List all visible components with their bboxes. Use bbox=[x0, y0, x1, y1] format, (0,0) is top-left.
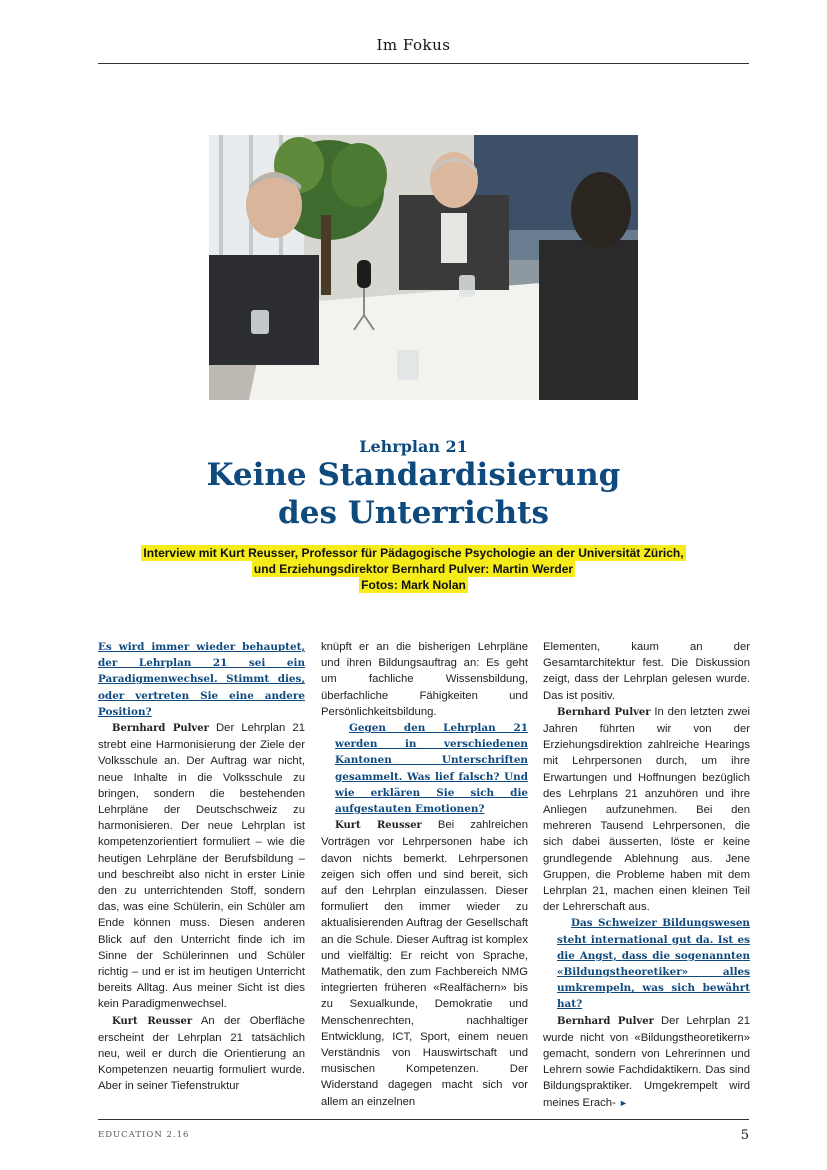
speaker-name: Kurt Reusser bbox=[112, 1015, 193, 1027]
interview-question: Es wird immer wieder behauptet, der Lehrplan 21 sei ein Paradigmenwechsel. Stimmt dies, oder vertreten Sie eine andere Position? bbox=[98, 641, 305, 718]
article-byline bbox=[0, 545, 827, 593]
continue-arrow-icon: ► bbox=[618, 1097, 628, 1108]
article-headline bbox=[0, 456, 827, 532]
byline-line-2: und Erziehungsdirektor Bernhard Pulver: Martin Werder bbox=[253, 562, 574, 576]
answer-text: In den letzten zwei Jahren führten wir von der Erziehungsdirektion zahlreiche Hearings mit Lehrpersonen durch, um ihre Erwartungen und Hoffnungen bezüglich des Lehrplans 21 anzuhören und ihre Anliegen aufzunehmen. Bei den mehreren Tausend Lehrpersonen, die sich dabei äusserten, löste er keine grundlegende Ablehnung aus. Jene Gruppen, die Probleme haben mit dem Lehrplan 21, machen einen kleinen Teil der Lehrerschaft aus. bbox=[543, 705, 750, 914]
speaker-name: Bernhard Pulver bbox=[557, 1015, 654, 1027]
headline-line-1: Keine Standardisierung bbox=[206, 457, 621, 493]
headline-line-2: des Unterrichts bbox=[278, 495, 549, 531]
answer-text: Der Lehrplan 21 wurde nicht von «Bildungstheoretikern» gemacht, sondern von Lehrerinnen und Lehrern sowie Fachdidaktikern. Das sind Bildungspraktiker. Umgekrempelt wird meines Erach- bbox=[543, 1014, 750, 1109]
interview-question: Gegen den Lehrplan 21 werden in verschiedenen Kantonen Unterschriften gesammelt. Was lief falsch? Und wie erklären Sie sich die aufgestauten Emotionen? bbox=[335, 722, 528, 816]
answer-paragraph bbox=[98, 1013, 305, 1095]
answer-text: An der Oberfläche erscheint der Lehrplan 21 tatsächlich neu, weil er durch die Orientierung an Kompetenzen neuartig formuliert wurde. Aber in seiner Tiefenstruktur bbox=[98, 1014, 305, 1093]
interview-photo bbox=[209, 135, 638, 400]
answer-text: Bei zahlreichen Vorträgen vor Lehrpersonen habe ich davon nichts bemerkt. Lehrpersonen zeigen sich offen und sind bereit, sich auf den Lehrplan einzulassen. Dieser formuliert den immer wieder zu aktualisierenden Auftrag der Gesellschaft an die Schule. Dieser Auftrag ist komplex und vielfältig: Er reicht von Sprache, Mathematik, den zum Fachbereich NMG integrierten früheren «Realfächern» bis zu Sexualkunde, Demokratie und Menschenrechten, nachhaltiger Entwicklung, ICT, Sport, einem neuen Verständnis von Hauswirtschaft und musischen Kompetenzen. Der Widerstand dagegen macht sich vor allem an einzelnen bbox=[321, 819, 528, 1108]
bottom-rule bbox=[98, 1119, 749, 1120]
answer-text: Der Lehrplan 21 strebt eine Harmonisierung der Ziele der Volksschule an. Der Auftrag war nicht, neue Inhalte in die Volksschule zu bringen, sondern die bestehenden Lehrpläne der Deutschschweiz zu harmonisieren. Der neue Lehrplan ist kompetenzorientiert formuliert – wie die heutigen Lehrpläne der Berufsbildung – und beschreibt also nicht in erster Linie den zu unterrichtenden Stoff, sondern das, was eine Schülerin, ein Schüler am Ende können muss. Diesen anderen Blick auf den Unterricht finde ich im Sinne der Schülerinnen und Schüler richtig – und er ist im heutigen Unterricht bereits Alltag. Aus meiner Sicht ist dies kein Paradigmenwechsel. bbox=[98, 722, 305, 1011]
byline-line-3: Fotos: Mark Nolan bbox=[361, 578, 466, 592]
publication-name: EDUCATION 2.16 bbox=[98, 1130, 190, 1140]
answer-paragraph bbox=[543, 704, 750, 916]
top-rule bbox=[98, 63, 749, 64]
speaker-name: Bernhard Pulver bbox=[112, 723, 209, 735]
answer-continuation: Elementen, kaum an der Gesamtarchitektur fest. Die Diskussion zeigt, dass der Lehrplan gelesen wurde. Das ist positiv. bbox=[543, 641, 750, 702]
byline-line-1: Interview mit Kurt Reusser, Professor für Pädagogische Psychologie an der Universität Zürich, bbox=[143, 546, 684, 560]
answer-continuation: knüpft er an die bisherigen Lehrpläne und ihren Bildungsauftrag an: Es geht um fachliche Wissensbildung, überfachliche Fähigkeiten und Persönlichkeitsbildung. bbox=[321, 641, 528, 718]
page-number: 5 bbox=[740, 1128, 749, 1143]
text-column-1 bbox=[98, 639, 305, 1095]
interview-question: Das Schweizer Bildungswesen steht international gut da. Ist es die Angst, dass die sogenannten «Bildungstheoretiker» alles umkrempeln, was sich bewährt hat? bbox=[557, 917, 750, 1011]
text-column-2 bbox=[321, 639, 528, 1110]
speaker-name: Bernhard Pulver bbox=[557, 706, 651, 718]
answer-paragraph bbox=[543, 1013, 750, 1111]
answer-paragraph bbox=[321, 817, 528, 1110]
article-kicker: Lehrplan 21 bbox=[359, 437, 468, 456]
section-title: Im Fokus bbox=[376, 36, 451, 54]
text-column-3 bbox=[543, 639, 750, 1111]
speaker-name: Kurt Reusser bbox=[335, 820, 422, 832]
answer-paragraph bbox=[98, 720, 305, 1013]
